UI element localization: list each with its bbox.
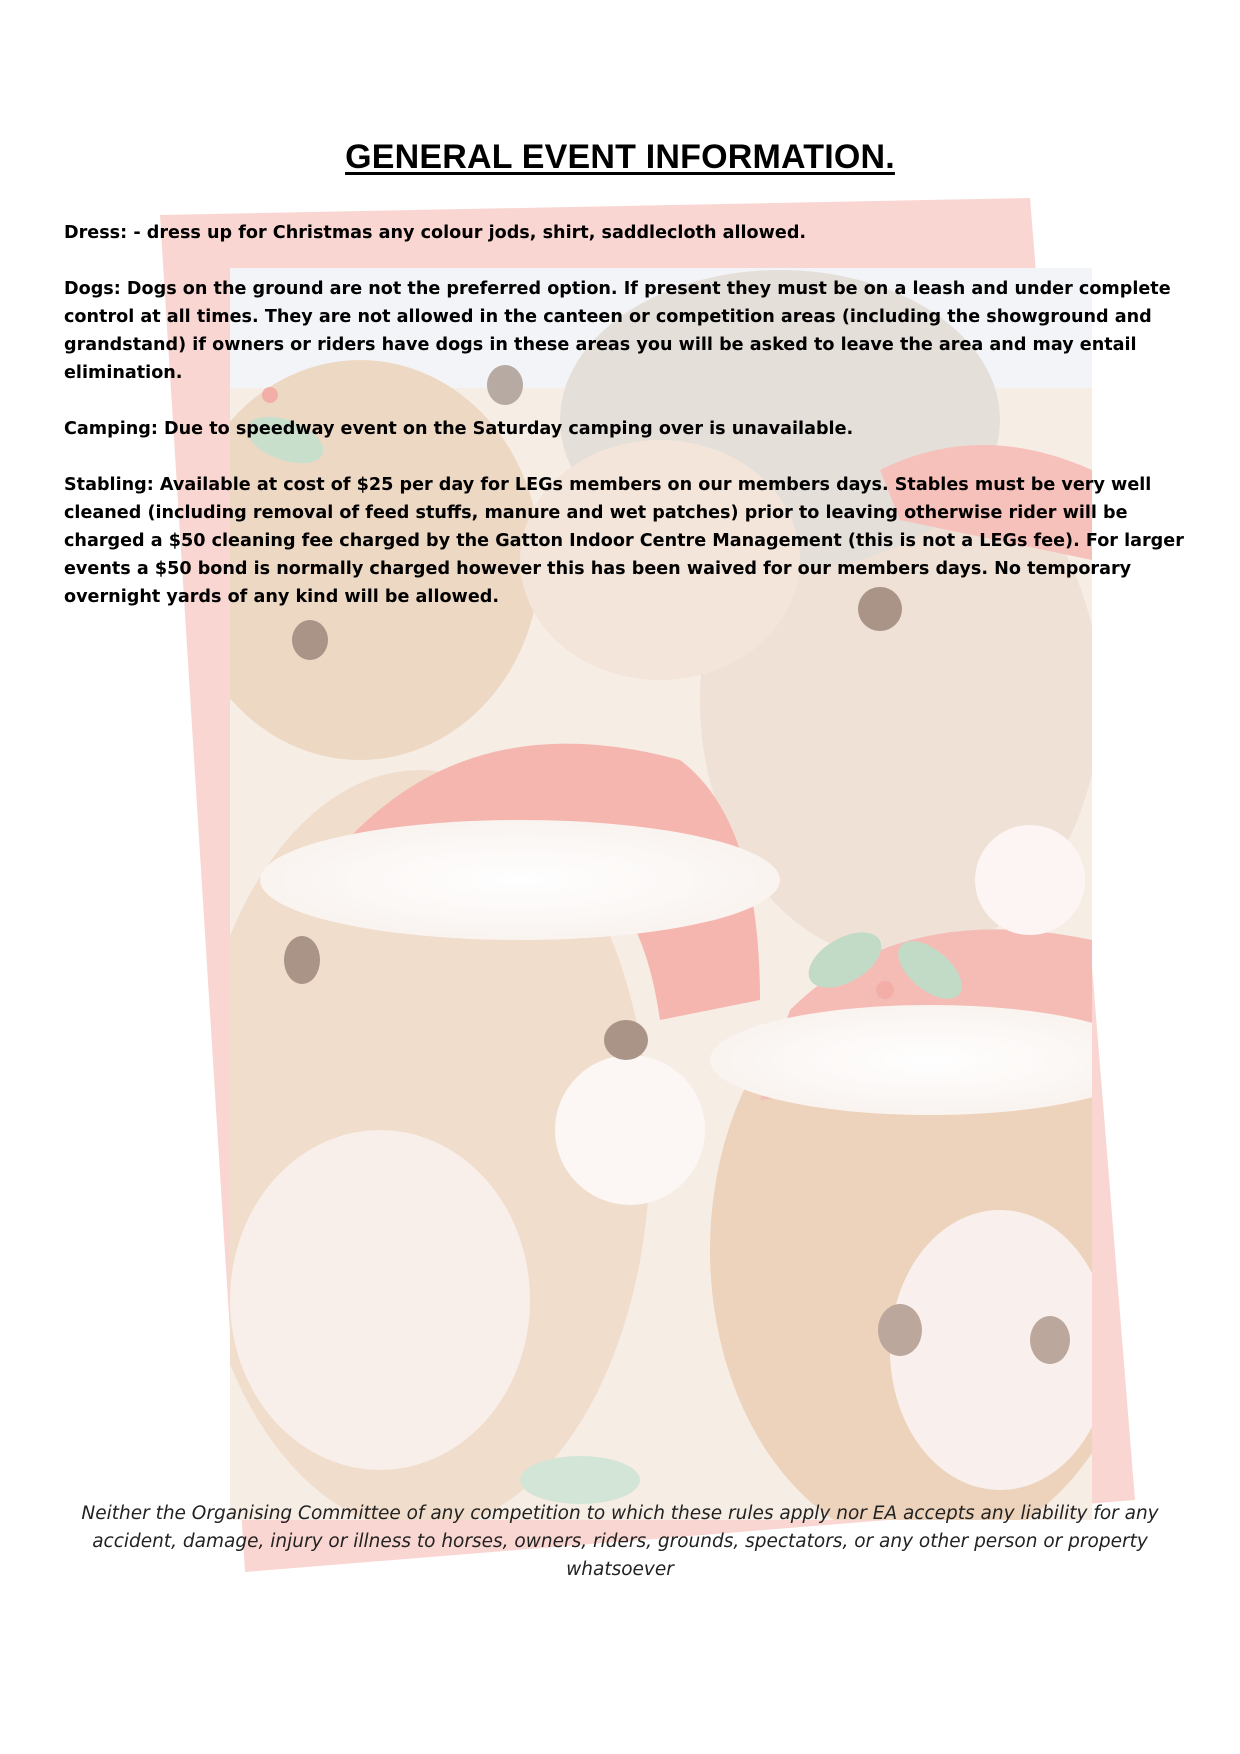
dress-paragraph: Dress: - dress up for Christmas any colour jods, shirt, saddlecloth allowed. (64, 223, 807, 243)
event-information-body (64, 219, 1194, 639)
dogs-paragraph: Dogs: Dogs on the ground are not the preferred option. If present they must be on a leash and under complete control at all times. They are not allowed in the canteen or competition areas (including the showground and grandstand) if owners or riders have dogs in these areas you will be asked to leave the area and may entail elimination. (64, 279, 1171, 383)
camping-paragraph: Camping: Due to speedway event on the Saturday camping over is unavailable. (64, 419, 854, 439)
page-title: GENERAL EVENT INFORMATION. (345, 138, 895, 176)
stabling-paragraph: Stabling: Available at cost of $25 per day for LEGs members on our members days. Stables must be very well cleaned (including removal of feed stuffs, manure and wet patches) prior to leaving otherwise rider will be charged a $50 cleaning fee charged by the Gatton Indoor Centre Management (this is not a LEGs fee). For larger events a $50 bond is normally charged however this has been waived for our members days. No temporary overnight yards of any kind will be allowed. (64, 475, 1184, 607)
liability-disclaimer: Neither the Organising Committee of any competition to which these rules apply nor EA accepts any liability for any accident, damage, injury or illness to horses, owners, riders, grounds, spectators, or any other person or property whatsoever (81, 1503, 1159, 1580)
